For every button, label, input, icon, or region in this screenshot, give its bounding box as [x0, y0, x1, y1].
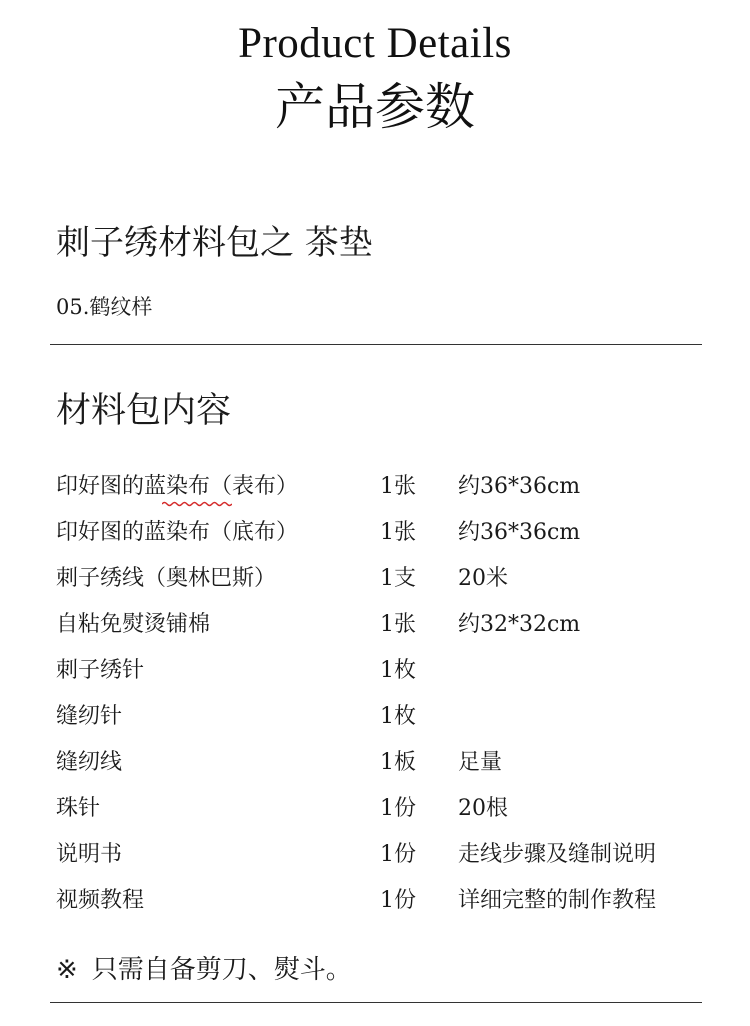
item-name: 缝纫针 — [56, 704, 123, 729]
product-variant: 05.鹤纹样 — [56, 295, 153, 319]
footer-note — [56, 950, 352, 990]
product-name: 刺子绣材料包之 茶垫 — [56, 223, 373, 263]
list-item — [0, 510, 750, 556]
item-quantity: 1枚 — [380, 704, 416, 729]
item-note: 20米 — [458, 566, 508, 591]
item-name: 缝纫线 — [56, 750, 123, 775]
item-quantity: 1份 — [380, 796, 416, 821]
reference-mark: ※ — [56, 955, 78, 985]
spellcheck-underline — [162, 501, 232, 507]
page-title-chinese: 产品参数 — [275, 78, 475, 136]
item-quantity: 1张 — [380, 612, 416, 637]
list-item — [0, 602, 750, 648]
item-quantity: 1份 — [380, 842, 416, 867]
divider-bottom — [50, 1002, 702, 1003]
item-name: 说明书 — [56, 842, 123, 867]
item-name: 印好图的蓝染布（底布） — [56, 520, 299, 545]
footer-note-text: 只需自备剪刀、熨斗。 — [91, 955, 352, 985]
item-quantity: 1张 — [380, 474, 416, 499]
divider-top — [50, 344, 702, 345]
item-name: 视频教程 — [56, 888, 145, 913]
item-name: 刺子绣针 — [56, 658, 145, 683]
item-name: 印好图的蓝染布（表布） — [56, 474, 299, 499]
item-name: 自粘免熨烫铺棉 — [56, 612, 211, 637]
item-note: 详细完整的制作教程 — [458, 888, 657, 913]
item-note: 20根 — [458, 796, 508, 821]
list-item — [0, 878, 750, 924]
item-quantity: 1份 — [380, 888, 416, 913]
item-quantity: 1张 — [380, 520, 416, 545]
list-item — [0, 786, 750, 832]
page-title-english: Product Details — [238, 20, 512, 67]
item-quantity: 1枚 — [380, 658, 416, 683]
item-note: 走线步骤及缝制说明 — [458, 842, 657, 867]
list-item — [0, 464, 750, 510]
item-note: 约32*32cm — [458, 612, 581, 637]
contents-section-title: 材料包内容 — [56, 391, 232, 431]
item-note: 足量 — [458, 750, 503, 775]
item-note: 约36*36cm — [458, 474, 581, 499]
list-item — [0, 694, 750, 740]
item-name: 刺子绣线（奥林巴斯） — [56, 566, 277, 591]
list-item — [0, 832, 750, 878]
list-item — [0, 556, 750, 602]
list-item — [0, 740, 750, 786]
item-note: 约36*36cm — [458, 520, 581, 545]
list-item — [0, 648, 750, 694]
item-quantity: 1支 — [380, 566, 416, 591]
item-name: 珠针 — [56, 796, 101, 821]
item-quantity: 1板 — [380, 750, 416, 775]
contents-list — [0, 464, 750, 924]
